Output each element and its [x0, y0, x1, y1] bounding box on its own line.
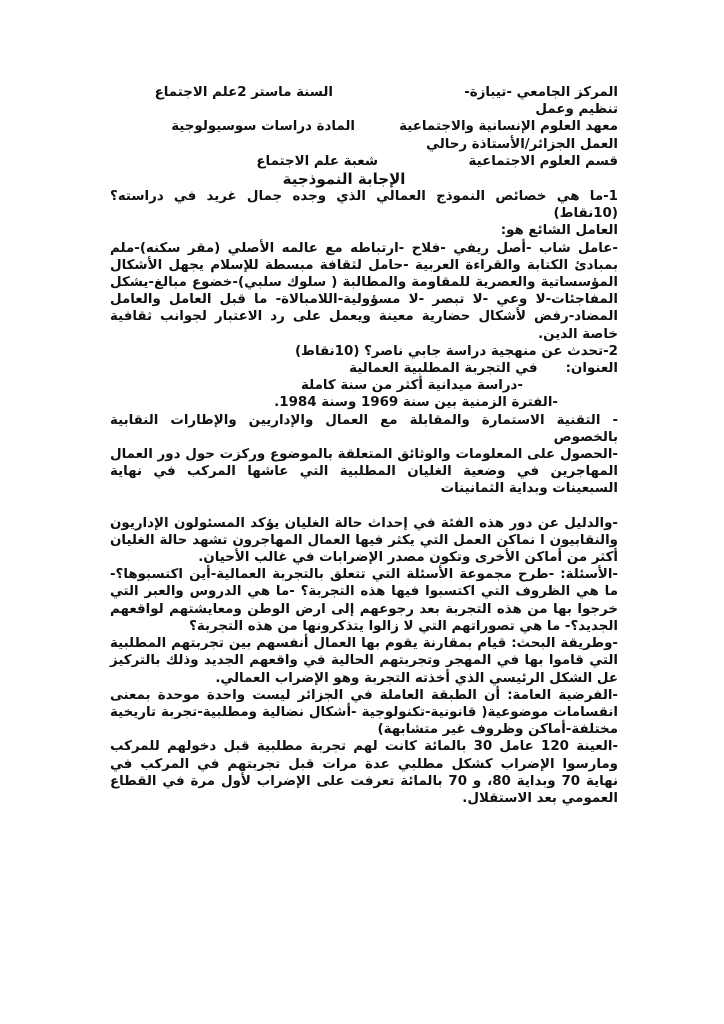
header-professor: العمل الجزائر/الأستاذة رحالي	[426, 136, 618, 152]
answer-item: -وطريقة البحث: قيام بمقارنة يقوم بها العمال أنفسهم بين تجربتهم المطلبية التي قاموا بها في المهجر وتجربتهم الحالية في واقعهم الجديد وذلك بالتركيز عل الشكل الرئيسي الذي أخذته التجربة وهو الإضراب العمالي.	[110, 636, 618, 686]
header-institute: معهد العلوم الإنسانية والاجتماعية	[399, 119, 618, 135]
header-institution: المركز الجامعي -تيبازة-	[464, 85, 618, 100]
header-department: قسم العلوم الاجتماعية	[468, 153, 618, 169]
header-subject: المادة دراسات سوسيولوجية	[171, 119, 355, 135]
blank-line	[110, 498, 618, 515]
answer-item: -الفرضية العامة: أن الطبقة العاملة في الجزائر ليست واحدة موحدة بمعنى انقسامات موضوعية( قانونية-تكنولوجية -أشكال نضالية ومطلبية-تجربة تاريخية مختلفة-أماكن وظروف غير متشابهة)	[110, 687, 618, 738]
document-page	[110, 84, 618, 807]
page-title: الإجابة النموذجية	[282, 170, 406, 189]
answer-item: -الفترة الزمنية بين سنة 1969 وسنة 1984.	[274, 395, 558, 411]
answer-item: -الأسئلة: -طرح مجموعة الأسئلة التي تتعلق بالتجربة العمالية-أين اكتسبوها؟-ما هي الظروف التي اكتسبوا فيها هذه التجربة؟ -ما هي الدروس والعبر التي خرجوا بها من هذه التجربة بعد رجوعهم إلى ارض الوطن ومعايشتهم لواقعهم الجديد؟- ما هي تصوراتهم التي لا زالوا يتذكرونها من هذه التجربة؟	[110, 567, 618, 634]
question-2-title-line	[110, 360, 618, 377]
header-row-1	[110, 84, 618, 101]
answer-item: -دراسة ميدانية أكثر من سنة كاملة	[301, 378, 523, 394]
title-value: في التجربة المطلبية العمالية	[349, 361, 538, 377]
title-label: العنوان:	[565, 361, 618, 377]
header-branch: شعبة علم الاجتماع	[256, 153, 378, 169]
question-1-answer: -عامل شاب -أصل ريفي -فلاح -ارتباطه مع عالمه الأصلي (مقر سكنه)-ملم بمبادئ الكتابة والقراءة العربية -حامل لثقافة مبسطة للإسلام يجهل الأشكال المؤسساتية والعصرية للمقاومة والمطالبة ( سلوك سلبي)-خضوع مبالغ-يشكل المفاجئات-لا وعي -لا تبصر -لا مسؤولية-اللامبالاة- ما قبل العامل والعامل المضاد-رفض لأشكال حضارية معينة ويعمل على رد الاعتبار لجوانب ثقافية خاصة الدين.	[110, 240, 618, 342]
header-row-5	[110, 153, 618, 170]
header-row-3	[110, 118, 618, 135]
answer-item: - التقنية الاستمارة والمقابلة مع العمال والإداريين والإطارات النقابية بالخصوص	[110, 412, 618, 445]
question-1-subheading: العامل الشائع هو:	[500, 223, 618, 239]
header-specialty: تنظيم وعمل	[535, 102, 618, 118]
header-year: السنة ماستر 2علم الاجتماع	[154, 85, 333, 100]
answer-item: -والدليل عن دور هذه الفئة في إحداث حالة الغليان يؤكد المسئولون الإداريون والنقابيون ا نماكن العمل التي يكثر فيها العمال المهاجرون تشهد حالة الغليان أكثر من أماكن الأخرى وتكون مصدر الإضرابات في غالب الأحيان.	[110, 515, 618, 566]
answer-item: -الحصول على المعلومات والوثائق المتعلقة بالموضوع وركزت حول دور العمال المهاجرين في وضعية الغليان المطلبية التي عاشها المركب في نهاية السبعينات وبداية الثمانينات	[110, 447, 618, 497]
question-2: 2-تحدث عن منهجية دراسة جابي ناصر؟ (10نقاط)	[294, 343, 618, 359]
answer-item: -العينة 120 عامل 30 بالمائة كانت لهم تجربة مطلبية قبل دخولهم للمركب ومارسوا الإضراب كشكل مطلبي عدة مرات قبل تجربتهم في المركب في نهاية 70 وبداية 80، و 70 بالمائة تعرفت على الإضراب لأول مرة في القطاع العمومي بعد الاستقلال.	[110, 739, 618, 806]
question-1: 1-ما هي خصائص النموذج العمالي الذي وجده جمال غريد في دراسته؟ (10نقاط)	[110, 189, 618, 222]
